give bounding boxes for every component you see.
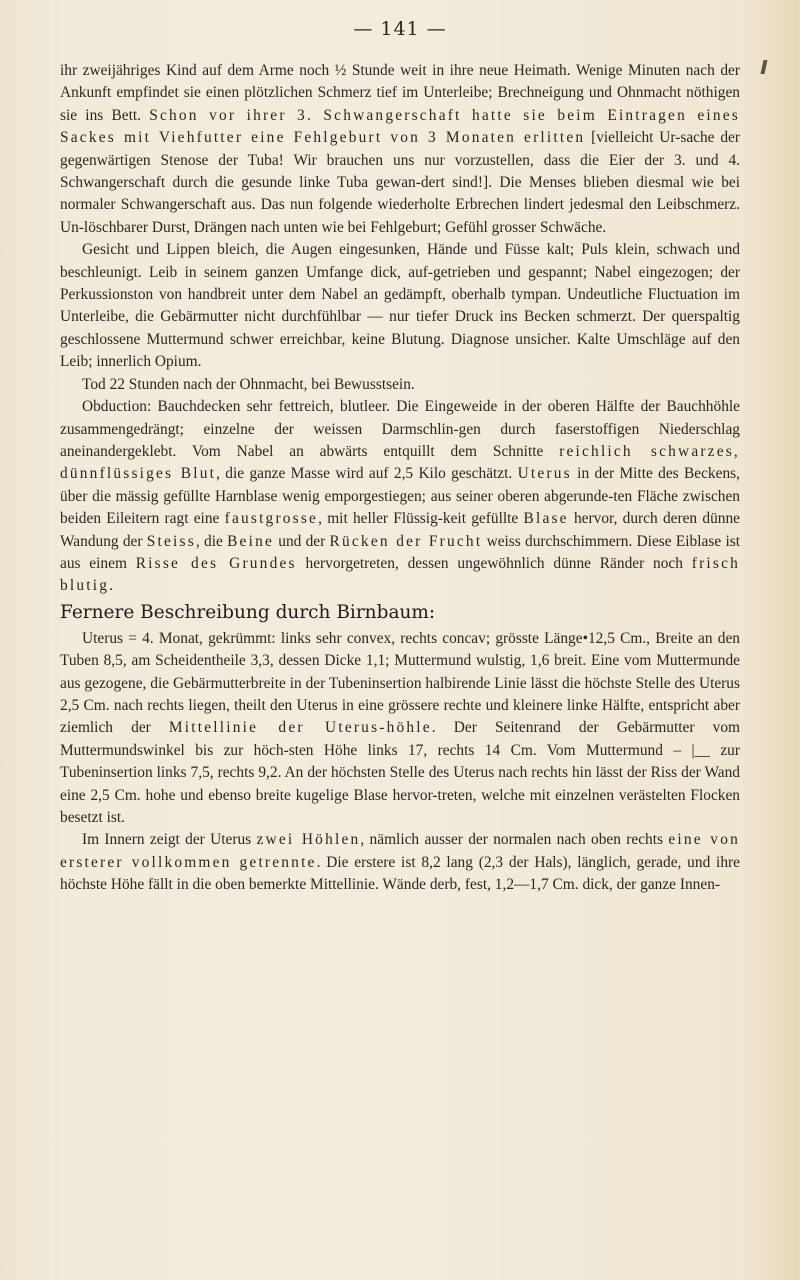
text-run: ihr zweijähriges Kind auf dem Arme noch ½ Stunde weit in ihre neue Heimath. Wenige Minuten nach der Ankunft empfindet sie einen plötzlichen Schmerz tief im Unterleibe; Brechneigung und Ohnmacht nöthigen sie ins Bett. (60, 62, 740, 124)
text-run: und der (274, 532, 330, 550)
spaced-emphasis: Blase (523, 510, 569, 528)
text-run: weiss durchschimmern. Diese Eiblase ist aus einem (60, 532, 740, 572)
text-run: , nämlich ausser der normalen nach oben rechts (360, 831, 669, 849)
paragraph (60, 374, 740, 396)
spaced-emphasis: reichlich schwarzes, dünnflüssiges Blut (60, 442, 740, 483)
paragraph (60, 239, 740, 373)
paragraph (60, 829, 740, 896)
page-number: — 141 — (353, 18, 447, 40)
paragraph (60, 628, 740, 830)
spaced-emphasis: Steiss (146, 532, 196, 550)
spaced-emphasis: frisch blutig (60, 554, 740, 595)
paragraph (60, 396, 740, 598)
spaced-emphasis: zwei Höhlen (256, 831, 361, 849)
text-run: Fernere Beschreibung durch Birnbaum: (60, 601, 436, 623)
spaced-emphasis: Mittellinie der Uterus-höhle (168, 719, 432, 737)
spaced-emphasis: Beine (227, 532, 274, 550)
spaced-emphasis: Schon vor ihrer 3. Schwangerschaft hatte sie beim Eintragen eines Sackes mit Viehfutter eine Fehlgeburt von 3 Monaten erlitten (60, 106, 740, 147)
text-run: , die ganze Masse wird auf 2,5 Kilo geschätzt. (216, 465, 518, 483)
text-run: hervor, durch deren dünne Wandung der (60, 510, 741, 550)
text-run: Tod 22 Stunden nach der Ohnmacht, bei Bewusstsein. (82, 375, 415, 393)
text-run: . Die erstere ist 8,2 lang (2,3 der Hals), länglich, gerade, und ihre höchste Höhe fällt in die oben bemerkte Mittellinie. Wände derb, fest, 1,2—1,7 Cm. dick, der ganze Innen- (60, 853, 740, 894)
paragraph (60, 60, 740, 239)
text-run: , die (195, 532, 228, 550)
spaced-emphasis: faustgrosse (224, 510, 319, 528)
body-text (60, 60, 740, 897)
text-run: in der Mitte des Beckens, über die mässig gefüllte Harnblase wenig emporgestiegen; aus seiner oberen abgerunde-ten Fläche zwischen beiden Eileitern ragt eine (60, 465, 740, 528)
text-run: [vielleicht Ur-sache der gegenwärtigen Stenose der Tuba! Wir brauchen uns nur vorzustellen, dass die Eier der 3. und 4. Schwangerschaft durch die gesunde linke Tuba gewan-dert sind!]. Die Menses blieben diesmal wie bei normaler Schwangerschaft aus. Das nun folgende wiederholte Erbrechen lindert jedesmal den Leibschmerz. Un-löschbarer Durst, Drängen nach unten wie bei Fehlgeburt; Gefühl grosser Schwäche. (60, 129, 740, 236)
spaced-emphasis: Uterus (517, 465, 572, 483)
margin-mark (761, 60, 768, 74)
text-run: Obduction: Bauchdecken sehr fettreich, blutleer. Die Eingeweide in der oberen Hälfte der Bauchhöhle zusammengedrängt; einzelne der weissen Darmschlin-gen durch faserstoffigen Niederschlag aneinandergeklebt. Vom Nabel an abwärts entquillt dem Schnitte (60, 398, 740, 460)
spaced-emphasis: Rücken der Frucht (329, 532, 483, 550)
text-run: hervorgetreten, dessen ungewöhnlich dünne Ränder noch (296, 554, 692, 572)
text-run: . (109, 577, 113, 595)
spaced-emphasis: eine von ersterer vollkommen getrennte (60, 831, 740, 871)
text-run: Gesicht und Lippen bleich, die Augen eingesunken, Hände und Füsse kalt; Puls klein, schwach und beschleunigt. Leib in seinem ganzen Umfange dick, auf-getrieben und gespannt; Nabel eingezogen; der Perkussionston von handbreit unter dem Nabel an gedämpft, oberhalb tympan. Undeutliche Fluctuation im Unterleibe, die Gebärmutter nicht durchfühlbar — nur tiefer Druck ins Becken schmerzt. Der querspaltig geschlossene Muttermund schwer erreichbar, keine Blutung. Diagnose unsicher. Kalte Umschläge auf den Leib; innerlich Opium. (60, 241, 740, 371)
spaced-emphasis: Risse des Grundes (135, 554, 297, 572)
text-run: , mit heller Flüssig-keit gefüllte (318, 510, 524, 528)
text-run: . Der Seitenrand der Gebärmutter vom Muttermundswinkel bis zur höch-sten Höhe links 17, rechts 14 Cm. Vom Muttermund – |__ zur Tubeninsertion links 7,5, rechts 9,2. An der höchsten Stelle des Uterus nach rechts hin lässt der Riss der Wand eine 2,5 Cm. hohe und ebenso breite kugelige Blase hervor-treten, welche mit einzelnen verästelten Flocken besetzt ist. (60, 719, 740, 826)
text-run: Uterus = 4. Monat, gekrümmt: links sehr convex, rechts concav; grösste Länge•12,5 Cm., Breite an den Tuben 8,5, am Scheidentheile 3,3, dessen Dicke 1,1; Muttermund wulstig, 1,6 breit. Eine vom Muttermunde aus gezogene, die Gebärmutterbreite in der Tubeninsertion halbirende Linie lässt die höchste Stelle des Uterus 2,5 Cm. nach rechts liegen, theilt den Uterus in eine grössere rechte und kleinere linke Hälfte, entspricht aber ziemlich der (60, 629, 740, 737)
section-heading (60, 600, 740, 626)
text-run: Im Innern zeigt der Uterus (82, 831, 257, 849)
